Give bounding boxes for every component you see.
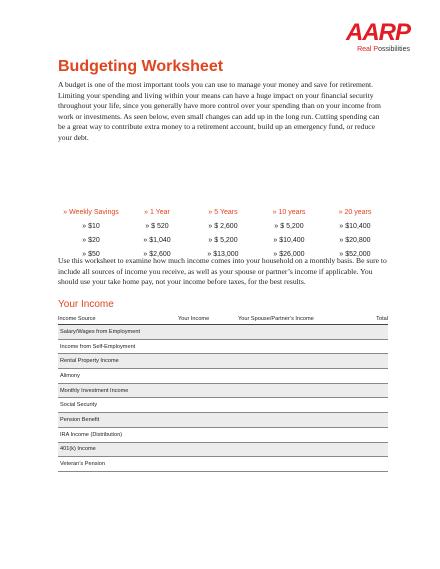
savings-cell: » $50 bbox=[82, 250, 100, 258]
savings-cell: » $ 5,200 bbox=[274, 222, 304, 230]
savings-header: » 1 Year bbox=[144, 208, 170, 216]
logo-tagline bbox=[346, 46, 410, 53]
savings-header: » 10 years bbox=[272, 208, 306, 216]
income-row: IRA Income (Distribution) bbox=[58, 428, 388, 443]
savings-cell: » $10,400 bbox=[339, 222, 371, 230]
income-row: Social Security bbox=[58, 398, 388, 413]
savings-cell: » $26,000 bbox=[273, 250, 305, 258]
savings-cell: » $10,400 bbox=[273, 236, 305, 244]
savings-cell: » $1,040 bbox=[143, 236, 171, 244]
aarp-logo bbox=[345, 19, 410, 53]
savings-header: » 20 years bbox=[338, 208, 372, 216]
income-section-title: Your Income bbox=[58, 299, 114, 310]
tagline-part-ossibilities: ossibilities bbox=[378, 46, 410, 53]
savings-cell: » $13,000 bbox=[207, 250, 239, 258]
tagline-part-p: P bbox=[373, 46, 379, 53]
savings-header: » Weekly Savings bbox=[63, 208, 119, 216]
savings-cell: » $10 bbox=[82, 222, 100, 230]
savings-cell: » $2,600 bbox=[143, 250, 171, 258]
column-header: Your Income bbox=[178, 315, 210, 322]
savings-cell: » $ 520 bbox=[145, 222, 169, 230]
income-row: Income from Self-Employment bbox=[58, 340, 388, 355]
savings-cell: » $ 2,600 bbox=[208, 222, 238, 230]
instructions-paragraph: Use this worksheet to examine how much income comes into your household on a monthly basis. Be sure to include all sources of income you receive, as well as your spouse or partner’s income if applicable. You should use your take home pay, not your income before taxes, for the best results. bbox=[58, 256, 387, 287]
column-header: Your Spouse/Partner’s Income bbox=[238, 315, 314, 322]
tagline-part-real: Real bbox=[357, 46, 374, 53]
income-row: Monthly Investment Income bbox=[58, 384, 388, 399]
intro-paragraph: A budget is one of the most important tools you can use to manage your money and save for retirement. Limiting your spending and living within your means can have a huge impact on your financial security throughout your life, since you generally have more control over your spending than on your income from work or investments. As seen below, even small changes can add up in the long run. Cutting spending can be a great way to contribute extra money to a retirement account, build up an emergency fund, or reduce your debt. bbox=[58, 80, 381, 142]
income-row: Rental Property Income bbox=[58, 354, 388, 369]
savings-table bbox=[58, 205, 388, 261]
income-row: 401(k) Income bbox=[58, 443, 388, 458]
column-header: Income Source bbox=[58, 315, 96, 322]
savings-cell: » $52,000 bbox=[339, 250, 371, 258]
logo-mark: AARP bbox=[345, 19, 410, 46]
income-row: Alimony bbox=[58, 369, 388, 384]
savings-header-row bbox=[58, 205, 388, 219]
column-header: Total bbox=[376, 315, 388, 322]
savings-cell: » $20,800 bbox=[339, 236, 371, 244]
savings-row bbox=[58, 219, 388, 233]
income-row: Salary/Wages from Employment bbox=[58, 325, 388, 340]
income-table-header bbox=[58, 313, 388, 325]
savings-cell: » $ 5,200 bbox=[208, 236, 238, 244]
income-table bbox=[58, 313, 388, 472]
savings-header: » 5 Years bbox=[208, 208, 238, 216]
page-title: Budgeting Worksheet bbox=[58, 58, 224, 75]
income-row: Veteran’s Pension bbox=[58, 457, 388, 472]
savings-cell: » $20 bbox=[82, 236, 100, 244]
savings-row bbox=[58, 233, 388, 247]
income-row: Pension Benefit bbox=[58, 413, 388, 428]
